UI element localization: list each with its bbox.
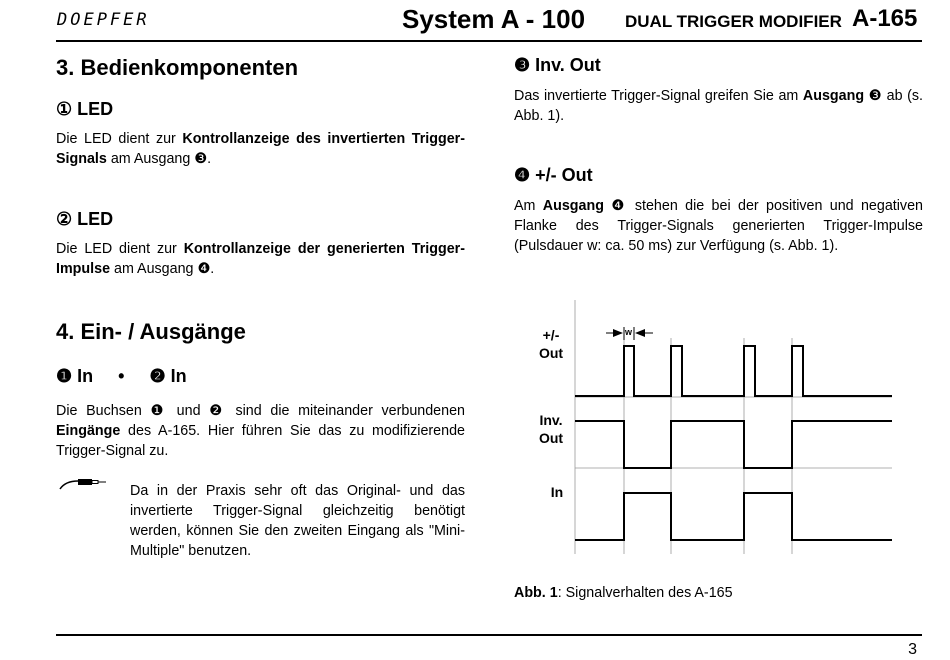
note-text: Da in der Praxis sehr oft das Original- und das invertierte Trigger-Signal gleichzeitig benötigt werden, können Sie den zweiten Eingang als "Mini-Multiple" benutzen. <box>130 483 465 559</box>
led2-text: Die LED dient zur Kontrollanzeige der generierten Trigger-Impulse am Ausgang ❹. <box>56 241 465 277</box>
inv-out-heading: ❸ Inv. Out <box>514 55 601 75</box>
pm-out-label-1: +/- <box>542 327 560 343</box>
figure-caption: Abb. 1: Signalverhalten des A-165 <box>514 585 733 601</box>
led1-text: Die LED dient zur Kontrollanzeige des invertierten Trigger-Signals am Ausgang ❸. <box>56 131 466 167</box>
page-number: 3 <box>908 641 917 658</box>
width-label: w <box>625 327 633 337</box>
module-name: DUAL TRIGGER MODIFIER <box>625 12 842 31</box>
led2-heading: ② LED <box>56 209 114 229</box>
inv-out-text: Das invertierte Trigger-Signal greifen Sie am Ausgang ❸ ab (s. Abb. 1). <box>514 88 923 124</box>
pm-out-text: Am Ausgang ❹ stehen die bei der positiven und negativen Flanke des Trigger-Signals generierten Trigger-Impulse (Pulsdauer w: ca. 50 ms) zur Verfügung (s. Abb. 1). <box>514 198 923 254</box>
section-4-title: 4. Ein- / Ausgänge <box>56 319 246 344</box>
doepfer-logo: DOEPFER <box>57 10 150 30</box>
header-rule <box>56 40 922 42</box>
footer-rule <box>56 634 922 636</box>
pm-out-label-2: Out <box>538 345 564 361</box>
inputs-heading: ❶ In • ❷ In <box>56 366 187 386</box>
inputs-text: Die Buchsen ❶ und ❷ sind die miteinander verbundenen Eingänge des A-165. Hier führen Sie das zu modifizierende Trigger-Signal zu. <box>56 403 465 459</box>
led1-heading: ① LED <box>56 99 114 119</box>
in-signal <box>575 493 892 540</box>
in-label: In <box>550 484 564 500</box>
section-3-title: 3. Bedienkomponenten <box>56 55 299 80</box>
pm-out-heading: ❹ +/- Out <box>514 165 593 185</box>
system-title: System A - 100 <box>402 4 586 34</box>
pm-out-signal <box>575 346 892 396</box>
patch-cable-icon <box>58 478 108 494</box>
module-code: A-165 <box>852 5 918 32</box>
inv-out-label-1: Inv. <box>539 412 563 428</box>
inv-out-signal <box>575 421 892 468</box>
signal-timing-diagram <box>510 296 900 558</box>
guide-lines <box>575 300 892 554</box>
inv-out-label-2: Out <box>538 430 564 446</box>
